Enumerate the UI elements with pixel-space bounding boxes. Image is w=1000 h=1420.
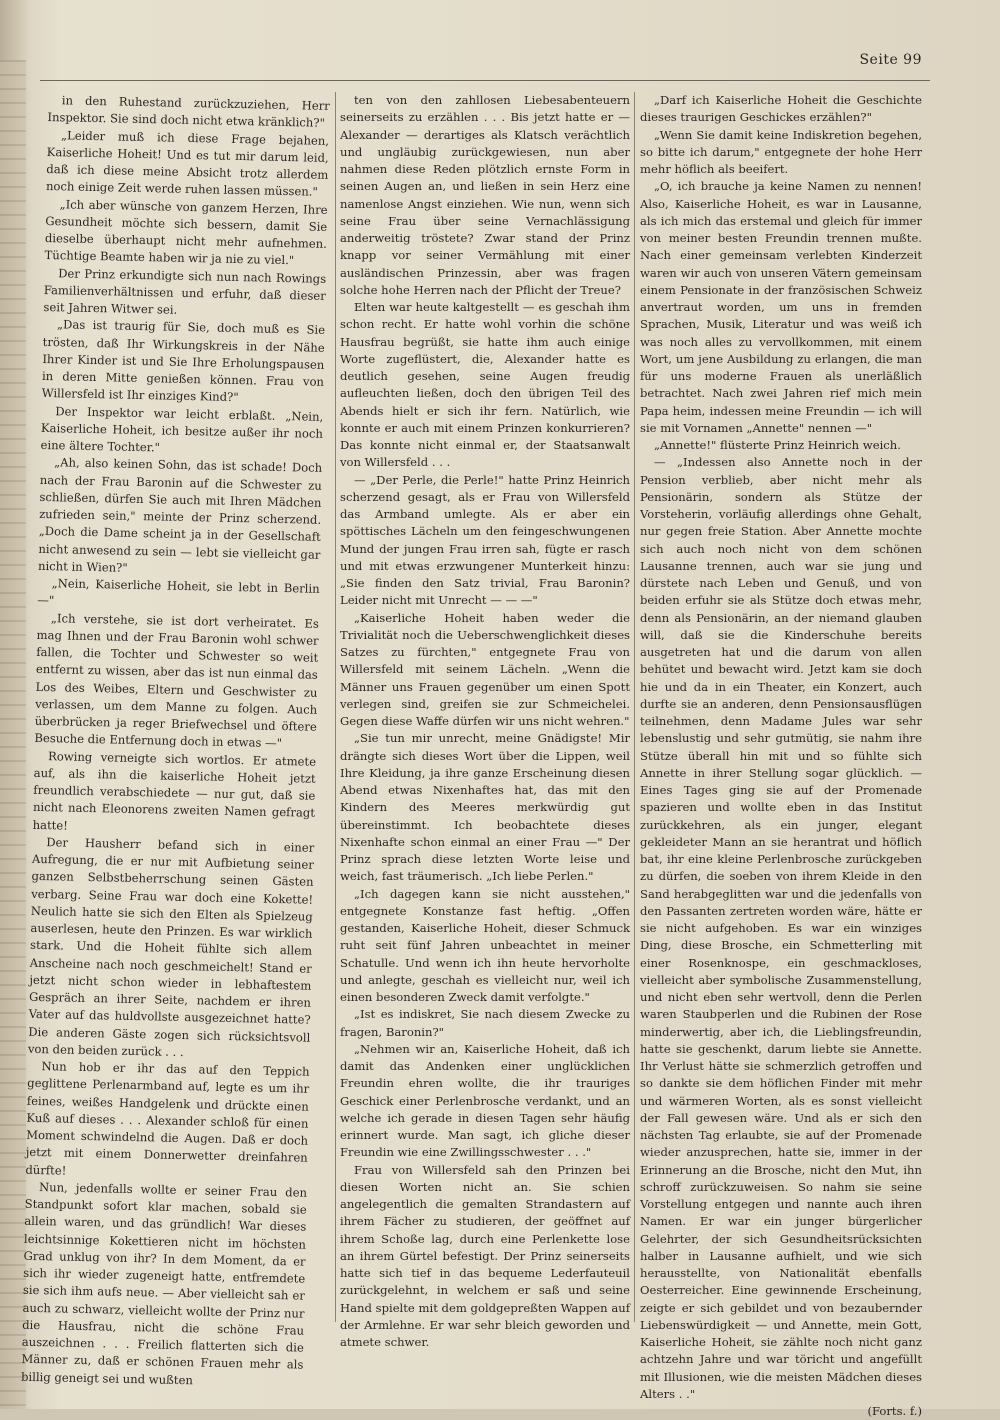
paragraph: Der Prinz erkundigte sich nun nach Rowings Familienverhältnissen und erfuhr, daß dieser seit Jahren Witwer sei. bbox=[43, 265, 327, 317]
paragraph: Nun hob er ihr das auf den Teppich geglittene Perlenarmband auf, legte es um ihr feines, weißes Handgelenk und drückte einen Kuß auf dieses . . . Alexander schloß für einen Moment schwindelnd die Augen. Daß er doch jetzt mit einem Donnerwetter dreinfahren dürfte! bbox=[25, 1059, 310, 1178]
paragraph: „Leider muß ich diese Frage bejahen, Kaiserliche Hoheit! Und es tut mir darum leid, daß ich diese meine Absicht trotz allerdem noch einige Zeit werde ruhen lassen müssen." bbox=[45, 127, 330, 199]
paragraph: „Sie tun mir unrecht, meine Gnädigste! Mir drängte sich dieses Wort über die Lippen, weil Ihre Kleidung, ja ihre ganze Erscheinung diesen Abend etwas Nixenhaftes hat, das mit den Kindern des Meeres merkwürdig gut übereinstimmt. Ich beobachtete dieses Nixenhafte schon einmal an einer Frau —" Der Prinz sprach diese letzten Worte leise und weich, fast träumerisch. „Ich liebe Perlen." bbox=[340, 731, 630, 884]
paragraph: „Nehmen wir an, Kaiserliche Hoheit, daß ich damit das Andenken einer unglücklichen Freundin ehren wollte, die ihr trauriges Geschick einer Perlenbrosche verdankt, und an welche ich gerade in diesen Tagen sehr häufig erinnert wurde. Man sagt, ich gliche dieser Freundin wie eine Zwillingsschwester . . ." bbox=[340, 1041, 630, 1160]
paragraph: „Ich aber wünsche von ganzem Herzen, Ihre Gesundheit möchte sich bessern, damit Sie dieselbe überhaupt nicht mehr aufnehmen. Tüchtige Beamte haben wir ja nie zu viel." bbox=[44, 196, 328, 268]
paragraph: Rowing verneigte sich wortlos. Er atmete auf, als ihn die kaiserliche Hoheit jetzt freundlich verabschiedete — nur gut, daß sie nicht nach Eleonorens zweiten Namen gefragt hatte! bbox=[32, 748, 317, 833]
paragraph: „Wenn Sie damit keine Indiskretion begehen, so bitte ich darum," entgegnete der hohe Herr mehr höflich als beeifert. bbox=[640, 127, 922, 176]
paragraph: — „Indessen also Annette noch in der Pension verblieb, aber nicht mehr als Pensionärin, sondern als Stütze der Vorsteherin, vorläufig allerdings ohne Gehalt, nur gegen freie Station. Aber Annette mochte sich auch noch nicht von dem schönen Lausanne trennen, auch war sie jung und dürstete nach Leben und Genuß, und von beiden erfuhr sie als Stütze doch etwas mehr, denn als Pensionärin, an der niemand glauben will, daß sie die Kinderschuhe bereits ausgetreten hat und die darum von allen behütet und bewacht wird. Jetzt kam sie doch hie und da in ein Theater, ein Konzert, auch durfte sie an anderen, denn Pensionsausflügen teilnehmen, denn Madame Jules war sehr lebenslustig und sehr gutmütig, sie nahm ihre Stütze überall hin mit und so fühlte sich Annette in ihrer Stellung sogar glücklich. — Eines Tages ging sie auf der Promenade spazieren und wollte eben in das Institut zurückkehren, als ein junger, elegant gekleideter Mann an sie herantrat und höflich bat, ihr eine kleine Perlenbrosche zurückgeben zu dürfen, die soeben von ihrem Kleide in den Sand herabgeglitten war und die jedenfalls von den Passanten zertreten worden wäre, hätte er sie nicht aufgehoben. Es war ein winziges Ding, diese Brosche, ein Schmetterling mit einer Rosenknospe, ein geschmackloses, vielleicht aber symbolische Zusammenstellung, und nicht eben sehr wertvoll, denn die Perlen waren Staubperlen und die Rubinen der Rose minderwertig, aber ich, die Lieblingsfreundin, hatte sie geschenkt, darum liebte sie Annette. Ihr Verlust hätte sie schmerzlich getroffen und so dankte sie dem höflichen Finder mit mehr und wärmeren Worten, als es sonst vielleicht der Fall gewesen wäre. Und als er sich den nächsten Tag erlaubte, sie auf der Promenade wieder anzusprechen, hatte sie, immer in der Erinnerung an die Brosche, nicht den Mut, ihn schroff zurückzuweisen. So nahm sie seine Vorstellung entgegen und nannte auch ihren Namen. Er war ein junger bürgerlicher Gelehrter, der sich Gesundheitsrücksichten halber in Lausanne aufhielt, und wie sich herausstellte, von Nationalität ebenfalls Oesterreicher. Eine gewinnende Erscheinung, zeigte er sich gebildet und von bezaubernder Liebenswürdigkeit — und Annette, mein Gott, Kaiserliche Hoheit, sie zählte noch nicht ganz achtzehn Jahre und war töricht und angefüllt mit Illusionen, wie die meisten Mädchen dieses Alters . ." bbox=[640, 455, 922, 1401]
paragraph: „Ah, also keinen Sohn, das ist schade! Doch nach der Frau Baronin auf die Schwester zu schließen, dürfen Sie auch mit Ihren Mädchen zufrieden sein," meinte der Prinz scherzend. „Doch die Dame scheint ja in der Gesellschaft nicht anwesend zu sein — lebt sie vielleicht gar nicht in Wien?" bbox=[37, 455, 323, 575]
paragraph: „O, ich brauche ja keine Namen zu nennen! Also, Kaiserliche Hoheit, es war in Lausanne, als ich mich das erstemal und gleich für immer von meiner besten Freundin trennen mußte. Nach einer gemeinsam verlebten Kinderzeit waren wir auch von unseren Vätern gemeinsam einem Pensionate in der französischen Schweiz anvertraut worden, um uns in fremden Sprachen, Musik, Literatur und was weiß ich was noch alles zu vervollkommen, mit einem Wort, um jene Ausbildung zu erlangen, die man für uns moderne Frauen als unerläßlich betrachtet. Nach zwei Jahren rief mich mein Papa heim, indessen meine Freundin — ich will sie mit Vornamen „Annette" nennen —" bbox=[640, 179, 922, 435]
paragraph: in den Ruhestand zurückzuziehen, Herr Inspektor. Sie sind doch nicht etwa kränklich?" bbox=[47, 93, 330, 131]
paragraph: ten von den zahllosen Liebesabenteuern seinerseits zu erzählen . . . Bis jetzt hatte er — Alexander — derartiges als Klatsch verächtlich und ungläubig zurückgewiesen, nun aber nahmen diese Reden plötzlich ernste Form in seinen Augen an, und ließen in sein Herz eine namenlose Angst einziehen. Wie nun, wenn sich seine Frau über seine Vernachlässigung anderweitig tröstete? Zwar stand der Prinz knapp vor seiner Vermählung mit einer ausländischen Prinzessin, aber was fragen solche hohe Herren nach der Pflicht der Treue? bbox=[340, 93, 630, 297]
header-rule bbox=[40, 80, 930, 81]
text-column-3 bbox=[640, 92, 922, 1418]
paragraph: „Kaiserliche Hoheit haben weder die Trivialität noch die Ueberschwenglichkeit dieses Satzes zu fürchten," entgegnete Frau von Willersfeld mit seinem Lächeln. „Wenn die Männer uns Frauen gegenüber um einen Spott verlegen sind, greifen sie zur Schmeichelei. Gegen diese Waffe dürfen wir uns nicht wehren." bbox=[340, 610, 630, 728]
paragraph: Der Inspektor war leicht erblaßt. „Nein, Kaiserliche Hoheit, ich besitze außer ihr noch eine ältere Tochter." bbox=[40, 403, 324, 455]
paragraph: „Annette!" flüsterte Prinz Heinrich weich. bbox=[654, 438, 901, 452]
paragraph: „Das ist traurig für Sie, doch muß es Sie trösten, daß Ihr Wirkungskreis in der Nähe Ihrer Kinder ist und Sie Ihre Erholungspausen in deren Mitte genießen können. Frau von Willersfeld ist Ihr einziges Kind?" bbox=[41, 317, 326, 405]
paragraph: — „Der Perle, die Perle!" hatte Prinz Heinrich scherzend gesagt, als er Frau von Willersfeld das Armband umlegte. Als er aber ein spöttisches Lächeln um den feingeschwungenen Mund der jungen Frau irren sah, fügte er rasch und mit etwas erzwungener Munterkeit hinzu: „Sie finden den Satz trivial, Frau Baronin? Leider nicht mit Unrecht — — —" bbox=[340, 472, 630, 608]
paragraph: Nun, jedenfalls wollte er seiner Frau den Standpunkt sofort klar machen, sobald sie allein waren, und das gründlich! War dieses leichtsinnige Kokettieren nicht im höchsten Grad unklug von ihr? In dem Moment, da er sich ihr wieder zugeneigt hatte, entfremdete sie sich ihm aufs neue. — Aber vielleicht sah er auch zu schwarz, vielleicht wollte der Prinz nur die Hausfrau, nicht die schöne Frau auszeichnen . . . Freilich flatterten sich die Männer zu, daß er schönen Frauen mehr als billig geneigt sei und wußten bbox=[20, 1179, 308, 1387]
paragraph: Frau von Willersfeld sah den Prinzen bei diesen Worten nicht an. Sie schien angelegentlich die gemalten Strandastern auf ihrem Fächer zu studieren, der geöffnet auf ihrem Schoße lag, durch eine Perlenkette lose an ihrem Gürtel befestigt. Der Prinz seinerseits hatte sich tief in das bequeme Lederfauteuil zurückgelehnt, in welchem er saß und seine Hand spielte mit dem goldgepreßten Wappen auf der Armlehne. Er war sehr bleich geworden und atmete schwer. bbox=[340, 1162, 630, 1349]
paragraph: „Nein, Kaiserliche Hoheit, sie lebt in Berlin —" bbox=[37, 576, 320, 608]
text-column-1 bbox=[20, 92, 330, 1387]
paragraph: „Ist es indiskret, Sie nach diesem Zwecke zu fragen, Baronin?" bbox=[340, 1007, 630, 1039]
paragraph: Elten war heute kaltgestellt — es geschah ihm schon recht. Er hatte wohl vorhin die schöne Hausfrau begrüßt, sie hatte ihm auch einige Worte zugeflüstert, die, Alexander hatte es deutlich gesehen, seine Augen freudig aufleuchten ließen, doch den übrigen Teil des Abends hielt er sich ihr fern. Natürlich, wie konnte er auch mit einem Prinzen konkurrieren? Das konnte nicht einmal er, der Staatsanwalt von Willersfeld . . . bbox=[340, 300, 630, 470]
text-column-2 bbox=[340, 92, 630, 1349]
paragraph: „Ich verstehe, sie ist dort verheiratet. Es mag Ihnen und der Frau Baronin wohl schwer fallen, die Tochter und Schwester so weit entfernt zu wissen, aber das ist nun einmal das Los des Weibes, Eltern und Geschwister zu verlassen, um dem Manne zu folgen. Auch überbrücken ja reger Briefwechsel und öftere Besuche die Entfernung doch in etwas —" bbox=[34, 610, 320, 751]
paragraph: „Ich dagegen kann sie nicht ausstehen," entgegnete Konstanze fast heftig. „Offen gestanden, Kaiserliche Hoheit, dieser Schmuck ruht seit fünf Jahren unbeachtet in meiner Schatulle. Und wenn ich ihn heute hervorholte und anlegte, geschah es vielleicht nur, weil ich einen besonderen Zweck damit verfolgte." bbox=[340, 886, 630, 1004]
paragraph: Der Hausherr befand sich in einer Aufregung, die er nur mit Aufbietung seiner ganzen Selbstbeherrschung seinen Gästen verbarg. Seine Frau war doch eine Kokette! Neulich hatte sie sich den Elten als Spielzeug auserlesen, heute den Prinzen. Es war wirklich stark. Und die Hoheit fühlte sich allem Anscheine nach noch geschmeichelt! Stand er jetzt nicht schon wieder in lebhaftestem Gespräch an ihrer Seite, nachdem er ihren Vater auf das huldvollste ausgezeichnet hatte? Die anderen Gäste zogen sich rücksichtsvoll von den beiden zurück . . . bbox=[27, 834, 315, 1059]
paragraph: „Darf ich Kaiserliche Hoheit die Geschichte dieses traurigen Geschickes erzählen?" bbox=[640, 93, 922, 125]
continuation-note: (Forts. f.) bbox=[867, 1404, 922, 1418]
column-divider bbox=[335, 92, 336, 1322]
column-divider bbox=[634, 92, 635, 1322]
binding-gutter bbox=[0, 60, 26, 1409]
page-number: Seite 99 bbox=[859, 52, 922, 68]
